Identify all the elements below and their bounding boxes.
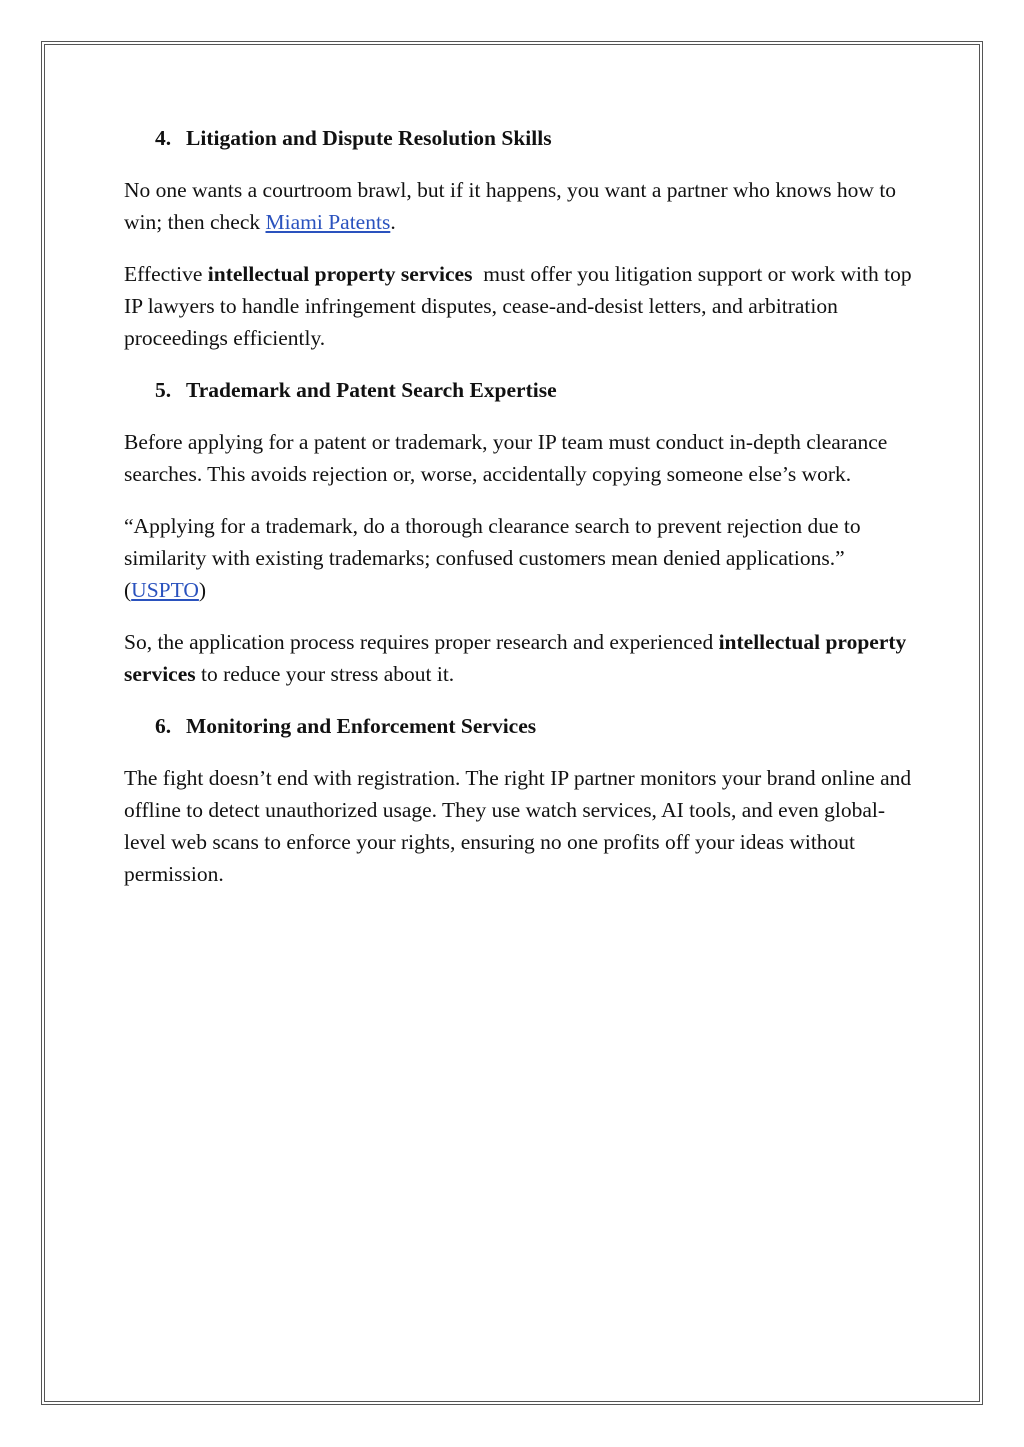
paragraph-text: to reduce your stress about it.	[195, 662, 455, 686]
section-title: Litigation and Dispute Resolution Skills	[186, 126, 552, 150]
paragraph-text: must offer you litigation support or work with top IP lawyers to handle infringement disputes, cease-and-desist letters, and arbitration proceedings efficiently.	[124, 262, 917, 350]
paragraph-text: So, the application process requires proper research and experienced	[124, 630, 719, 654]
paragraph	[124, 258, 917, 354]
bold-keyword: intellectual property services	[124, 630, 907, 686]
paragraph-text: Effective	[124, 262, 208, 286]
section-number: 4.	[155, 126, 172, 150]
document-body	[124, 122, 917, 910]
paragraph: The fight doesn’t end with registration. The right IP partner monitors your brand online and offline to detect unauthorized usage. They use watch services, AI tools, and even global-level web scans to enforce your rights, ensuring no one profits off your ideas without permission.	[124, 766, 912, 886]
paragraph	[124, 626, 914, 690]
paragraph: Before applying for a patent or trademark, your IP team must conduct in-depth clearance searches. This avoids rejection or, worse, accidentally copying someone else’s work.	[124, 430, 888, 486]
paragraph-text: .	[390, 210, 396, 234]
uspto-link[interactable]: USPTO	[131, 578, 199, 602]
section-number: 6.	[155, 714, 172, 738]
section-heading-search	[155, 374, 914, 406]
section-number: 5.	[155, 378, 172, 402]
paragraph-text: “Applying for a trademark, do a thorough clearance search to prevent rejection due to similarity with existing trademarks; confused customers mean denied applications.” (	[124, 514, 861, 602]
section-heading-monitoring	[155, 710, 914, 742]
section-heading-litigation	[155, 122, 914, 154]
paragraph-text: No one wants a courtroom brawl, but if it happens, you want a partner who knows how to win; then check	[124, 178, 897, 234]
paragraph-text: )	[198, 578, 207, 602]
quote-paragraph	[124, 510, 914, 606]
section-title: Trademark and Patent Search Expertise	[186, 378, 557, 402]
paragraph	[124, 174, 914, 238]
bold-keyword: intellectual property services	[207, 262, 473, 286]
miami-patents-link[interactable]: Miami Patents	[265, 210, 391, 234]
section-title: Monitoring and Enforcement Services	[186, 714, 537, 738]
